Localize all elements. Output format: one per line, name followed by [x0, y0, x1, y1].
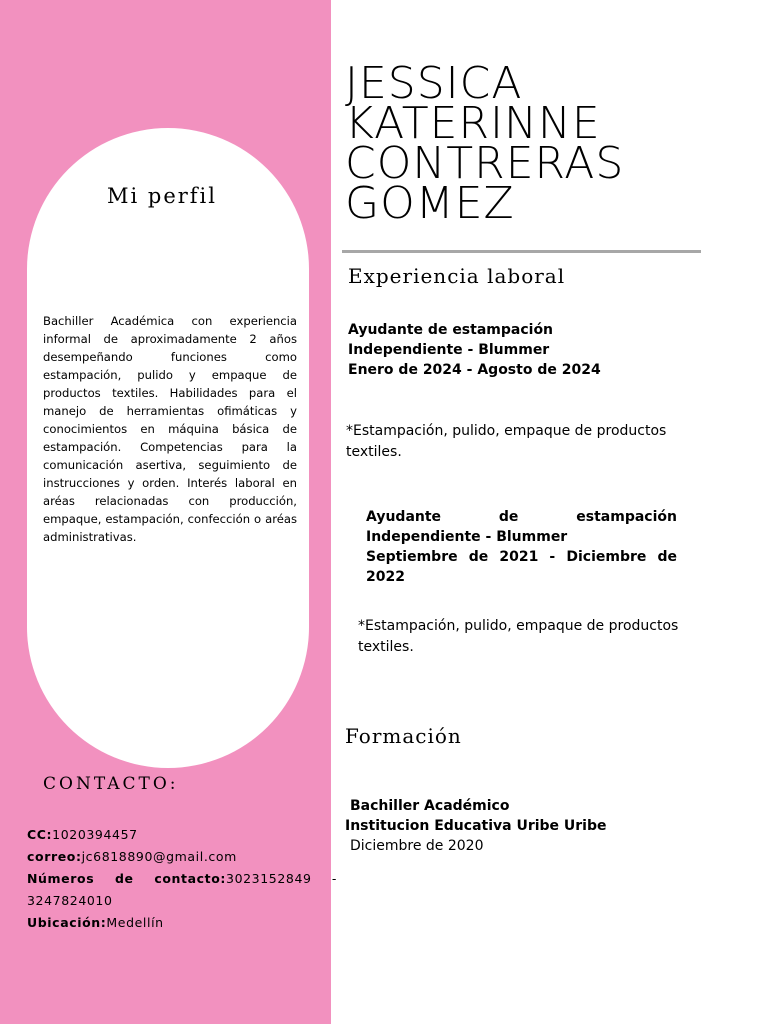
- education-entry: [345, 796, 607, 856]
- name-line: JESSICA: [345, 58, 523, 109]
- cc-label: CC:: [27, 827, 53, 842]
- contact-phones-2: 3247824010: [27, 893, 113, 908]
- location-label: Ubicación:: [27, 915, 107, 930]
- phones-value-1: 3023152849 -: [226, 871, 337, 886]
- job-1-company: Independiente - Blummer: [348, 342, 550, 358]
- name-line: GOMEZ: [345, 178, 515, 229]
- email-label: correo:: [27, 849, 82, 864]
- contact-email: [27, 846, 337, 868]
- education-degree: Bachiller Académico: [350, 798, 510, 814]
- experience-title: Experiencia laboral: [348, 264, 566, 288]
- job-2-description: *Estampación, pulido, empaque de productos textiles.: [358, 618, 679, 655]
- cc-value: 1020394457: [52, 827, 138, 842]
- contact-title: CONTACTO:: [43, 774, 179, 794]
- profile-text: Bachiller Académica con experiencia informal de aproximadamente 2 años desempeñando funciones como estampación, pulido y empaque de productos textiles. Habilidades para el manejo de herramientas ofimáticas y conocimientos en máquina básica de estampación. Competencias para la comunicación asertiva, seguimiento de instrucciones y orden. Interés laboral en aréas relacionadas con producción, empaque, estampación, confección o aréas administrativas.: [43, 314, 297, 544]
- contact-location: [27, 912, 337, 934]
- contact-list: [27, 824, 337, 934]
- location-value: Medellín: [106, 915, 164, 930]
- email-value: jc6818890@gmail.com: [81, 849, 237, 864]
- job-2-company: Independiente - Blummer: [366, 529, 568, 545]
- contact-phones: [27, 868, 337, 890]
- job-1-role: Ayudante de estampación: [348, 322, 554, 338]
- full-name: [345, 58, 625, 229]
- education-date: Diciembre de 2020: [350, 838, 484, 854]
- job-1-description: *Estampación, pulido, empaque de productos textiles.: [346, 423, 667, 460]
- profile-title: Mi perfil: [106, 184, 217, 208]
- phones-label: Números de contacto:: [27, 871, 227, 886]
- job-2-dates-year: 2022: [366, 569, 405, 585]
- education-institution: Institucion Educativa Uribe Uribe: [345, 818, 607, 834]
- contact-cc: [27, 824, 337, 846]
- job-1-dates: Enero de 2024 - Agosto de 2024: [348, 362, 601, 378]
- divider: [342, 250, 701, 253]
- job-2-role: Ayudante de estampación: [366, 509, 677, 525]
- name-line: CONTRERAS: [345, 138, 625, 189]
- job-2: [366, 507, 677, 587]
- name-line: KATERINNE: [345, 98, 601, 149]
- job-1: [348, 320, 601, 380]
- education-title: Formación: [345, 724, 462, 748]
- job-2-dates: Septiembre de 2021 - Diciembre de: [366, 549, 677, 565]
